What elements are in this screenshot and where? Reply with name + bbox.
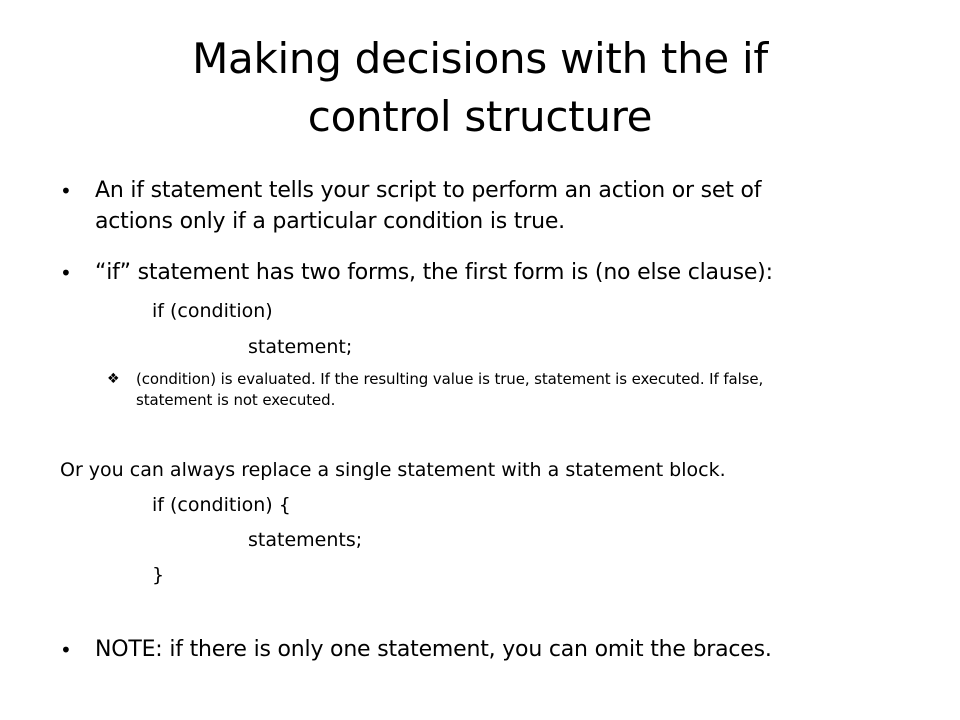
code2-line1: if (condition) {: [152, 494, 291, 516]
or-text: Or you can always replace a single statement with a statement block.: [60, 459, 726, 481]
sub-bullet-line1: (condition) is evaluated. If the resulting value is true, statement is executed. If false,: [136, 370, 764, 388]
diamond-bullet-icon: ❖: [107, 371, 120, 387]
code1-line1: if (condition): [152, 300, 273, 322]
title-line-2: control structure: [307, 92, 653, 141]
bullet-icon: •: [60, 179, 72, 203]
code1-line2: statement;: [248, 336, 353, 358]
bullet-icon: •: [60, 261, 72, 285]
bullet1-line2: actions only if a particular condition is true.: [95, 209, 565, 234]
slide-title: [60, 30, 900, 146]
bullet2-text: “if” statement has two forms, the first form is (no else clause):: [95, 260, 773, 285]
code2-line2: statements;: [248, 529, 363, 551]
sub-bullet-line2: statement is not executed.: [136, 391, 336, 409]
code2-line3: }: [152, 564, 165, 586]
bullet-icon: •: [60, 638, 72, 662]
note-text: NOTE: if there is only one statement, you can omit the braces.: [95, 637, 772, 662]
title-line-1: Making decisions with the if: [192, 34, 768, 83]
bullet1-line1: An if statement tells your script to perform an action or set of: [95, 178, 762, 203]
